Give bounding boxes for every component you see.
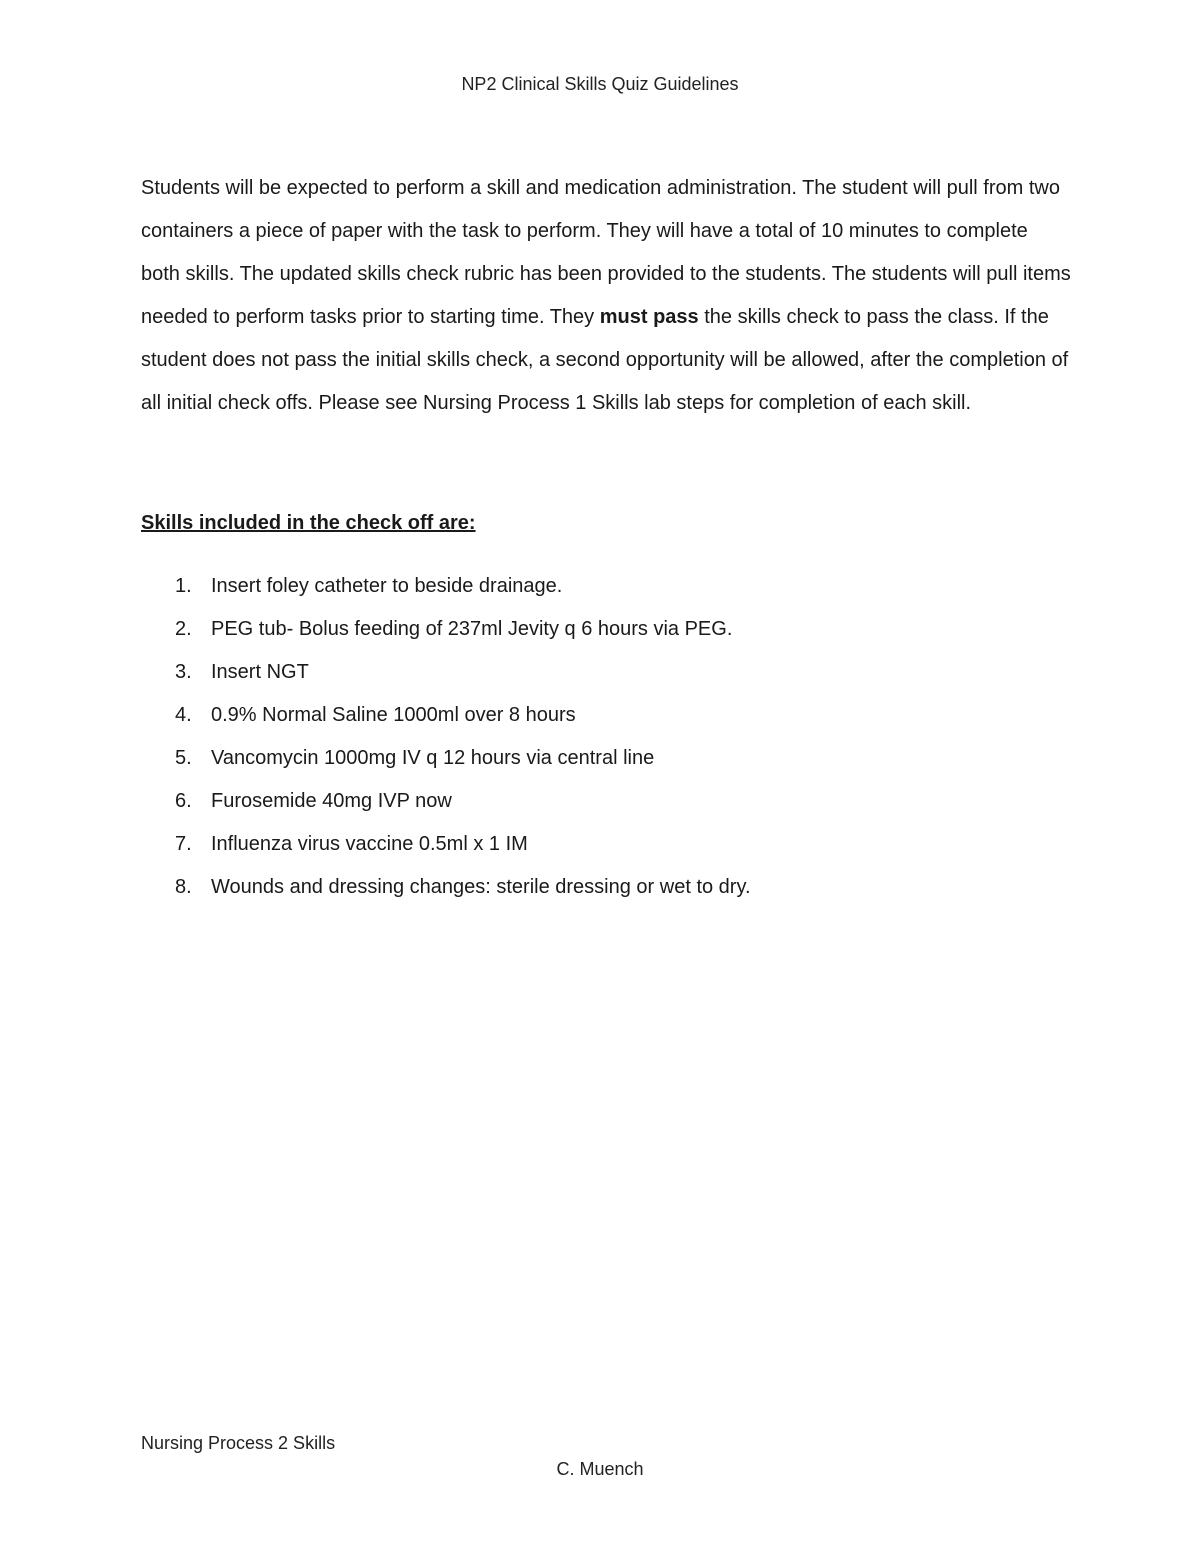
list-item <box>141 566 1071 609</box>
list-item-text: Wounds and dressing changes: sterile dressing or wet to dry. <box>211 876 751 898</box>
skills-heading: Skills included in the check off are: <box>141 512 476 534</box>
instructions-paragraph <box>141 167 1071 425</box>
skills-list <box>141 566 1071 910</box>
list-item-text: Influenza virus vaccine 0.5ml x 1 IM <box>211 833 528 855</box>
list-item-number: 4. <box>175 704 192 726</box>
list-item <box>141 609 1071 652</box>
list-item-text: Insert foley catheter to beside drainage. <box>211 575 563 597</box>
list-item <box>141 738 1071 781</box>
list-item-text: 0.9% Normal Saline 1000ml over 8 hours <box>211 704 576 726</box>
list-item <box>141 781 1071 824</box>
page-header: NP2 Clinical Skills Quiz Guidelines <box>461 74 739 94</box>
footer-course-name: Nursing Process 2 Skills <box>141 1433 336 1453</box>
list-item <box>141 824 1071 867</box>
list-item-number: 8. <box>175 876 192 898</box>
instructions-text-part2: the skills check to pass the class. If the student does not pass the initial skills check, a second opportunity will be allowed, after the completion of all initial check offs. Please see Nursing Process 1 Skills lab steps for completion of each skill. <box>141 306 1069 414</box>
list-item-number: 5. <box>175 747 192 769</box>
list-item-text: Furosemide 40mg IVP now <box>211 790 452 812</box>
footer-author: C. Muench <box>556 1459 644 1479</box>
list-item-number: 6. <box>175 790 192 812</box>
list-item-number: 2. <box>175 618 192 640</box>
list-item-number: 3. <box>175 661 192 683</box>
list-item-text: Vancomycin 1000mg IV q 12 hours via central line <box>211 747 655 769</box>
instructions-emphasis: must pass <box>599 306 699 328</box>
list-item-number: 7. <box>175 833 192 855</box>
list-item <box>141 652 1071 695</box>
list-item-text: PEG tub- Bolus feeding of 237ml Jevity q 6 hours via PEG. <box>211 618 733 640</box>
list-item-number: 1. <box>175 575 192 597</box>
list-item <box>141 695 1071 738</box>
instructions-text-part1: Students will be expected to perform a skill and medication administration. The student will pull from two containers a piece of paper with the task to perform. They will have a total of 10 minutes to complete both skills. The updated skills check rubric has been provided to the students. The students will pull items needed to perform tasks prior to starting time. They <box>141 177 1071 328</box>
list-item <box>141 867 1071 910</box>
list-item-text: Insert NGT <box>211 661 309 683</box>
